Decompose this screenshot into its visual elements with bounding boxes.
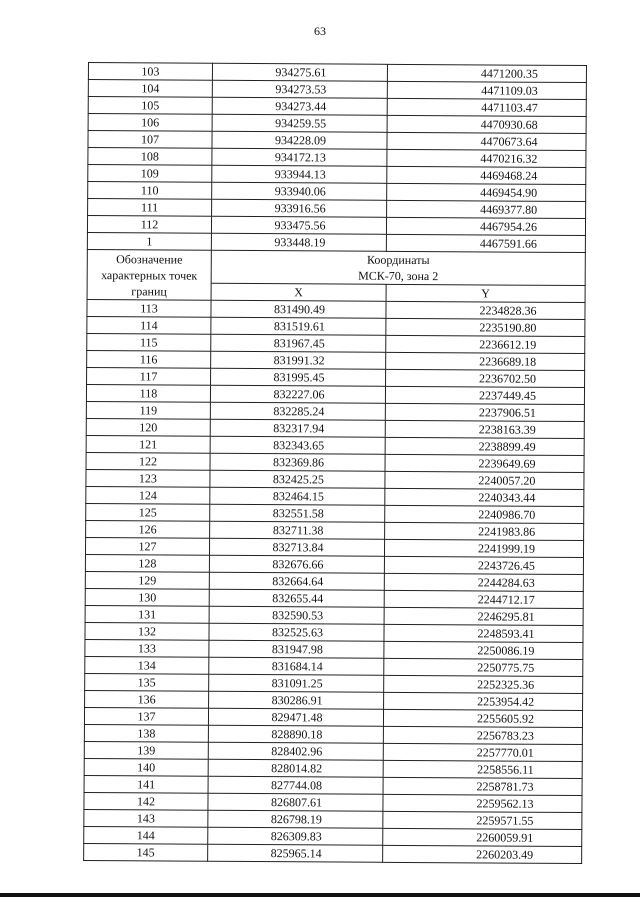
designation-line-1: Обозначение <box>116 251 183 267</box>
x-coordinate-cell: 934259.55 <box>212 114 387 132</box>
point-number-cell: 136 <box>85 690 209 708</box>
x-coordinate-cell: 827744.08 <box>208 776 383 794</box>
designation-header <box>87 249 211 300</box>
x-coordinate-cell: 933940.06 <box>212 182 387 200</box>
x-coordinate-cell: 832317.94 <box>210 419 385 437</box>
x-coordinate-cell: 934172.13 <box>212 148 387 166</box>
point-number-cell: 135 <box>85 673 209 691</box>
y-coordinate-cell: 2239649.69 <box>385 454 584 472</box>
point-number-cell: 132 <box>85 622 209 640</box>
table-row <box>84 843 582 863</box>
y-coordinate-cell: 2258781.73 <box>383 777 582 795</box>
x-coordinate-cell: 832343.65 <box>210 436 385 454</box>
coordinates-line-1: Координаты <box>366 252 430 268</box>
designation-line-2: характерных точек <box>101 267 198 283</box>
point-number-cell: 129 <box>85 571 209 589</box>
x-coordinate-cell: 832590.53 <box>209 606 384 624</box>
point-number-cell: 111 <box>88 199 212 217</box>
y-coordinate-cell: 2234828.36 <box>386 301 585 319</box>
table-header <box>87 249 585 302</box>
bottom-rows <box>84 299 585 863</box>
y-coordinate-cell: 2244284.63 <box>384 573 583 591</box>
x-coordinate-cell: 831947.98 <box>209 640 384 658</box>
x-coordinate-cell: 933448.19 <box>211 233 386 251</box>
y-coordinate-cell: 4470216.32 <box>387 149 586 167</box>
y-coordinate-cell: 2240986.70 <box>385 505 584 523</box>
y-coordinate-cell: 2240057.20 <box>385 471 584 489</box>
point-number-cell: 117 <box>87 367 211 385</box>
x-header: X <box>211 283 386 301</box>
y-coordinate-cell: 4467591.66 <box>386 234 585 252</box>
x-coordinate-cell: 826798.19 <box>208 810 383 828</box>
y-coordinate-cell: 2241999.19 <box>384 539 583 557</box>
point-number-cell: 112 <box>87 216 211 234</box>
header-row <box>87 249 585 285</box>
x-coordinate-cell: 831995.45 <box>211 368 386 386</box>
y-coordinate-cell: 2259562.13 <box>383 794 582 812</box>
y-coordinate-cell: 2250086.19 <box>384 641 583 659</box>
point-number-cell: 127 <box>85 537 209 555</box>
point-number-cell: 119 <box>86 401 210 419</box>
x-coordinate-cell: 832664.64 <box>209 572 384 590</box>
x-coordinate-cell: 832676.66 <box>209 555 384 573</box>
coordinates-table <box>83 62 587 864</box>
y-coordinate-cell: 2246295.81 <box>384 607 583 625</box>
x-coordinate-cell: 832551.58 <box>210 504 385 522</box>
point-number-cell: 141 <box>84 775 208 793</box>
y-coordinate-cell: 4469468.24 <box>387 166 586 184</box>
point-number-cell: 103 <box>88 63 212 81</box>
top-rows <box>87 63 586 253</box>
point-number-cell: 107 <box>88 131 212 149</box>
y-coordinate-cell: 2256783.23 <box>383 726 582 744</box>
x-coordinate-cell: 828402.96 <box>208 742 383 760</box>
point-number-cell: 115 <box>87 333 211 351</box>
x-coordinate-cell: 832713.84 <box>209 538 384 556</box>
x-coordinate-cell: 934275.61 <box>212 63 387 81</box>
y-coordinate-cell: 4471109.03 <box>387 81 586 99</box>
point-number-cell: 145 <box>84 843 208 861</box>
y-coordinate-cell: 2241983.86 <box>385 522 584 540</box>
y-coordinate-cell: 4470673.64 <box>387 132 586 150</box>
y-coordinate-cell: 2236689.18 <box>386 352 585 370</box>
x-coordinate-cell: 934273.53 <box>212 80 387 98</box>
y-coordinate-cell: 2236702.50 <box>386 369 585 387</box>
point-number-cell: 122 <box>86 452 210 470</box>
x-coordinate-cell: 832285.24 <box>210 402 385 420</box>
point-number-cell: 105 <box>88 97 212 115</box>
x-coordinate-cell: 831991.32 <box>211 351 386 369</box>
y-coordinate-cell: 4469377.80 <box>387 200 586 218</box>
scan-edge-bar <box>0 893 640 897</box>
y-coordinate-cell: 2236612.19 <box>386 335 585 353</box>
x-coordinate-cell: 831519.61 <box>211 317 386 335</box>
coordinates-header <box>211 250 585 285</box>
x-coordinate-cell: 933475.56 <box>211 216 386 234</box>
x-coordinate-cell: 933916.56 <box>212 199 387 217</box>
coordinates-line-2: МСК-70, зона 2 <box>358 268 439 284</box>
point-number-cell: 123 <box>86 469 210 487</box>
x-coordinate-cell: 832464.15 <box>210 487 385 505</box>
x-coordinate-cell: 829471.48 <box>208 708 383 726</box>
point-number-cell: 109 <box>88 165 212 183</box>
y-coordinate-cell: 4470930.68 <box>387 115 586 133</box>
y-coordinate-cell: 2259571.55 <box>383 811 582 829</box>
y-coordinate-cell: 2237906.51 <box>385 403 584 421</box>
point-number-cell: 106 <box>88 114 212 132</box>
x-coordinate-cell: 831967.45 <box>211 334 386 352</box>
x-coordinate-cell: 831091.25 <box>209 674 384 692</box>
y-coordinate-cell: 2255605.92 <box>383 709 582 727</box>
point-number-cell: 131 <box>85 605 209 623</box>
y-coordinate-cell: 2240343.44 <box>385 488 584 506</box>
x-coordinate-cell: 933944.13 <box>212 165 387 183</box>
point-number-cell: 138 <box>84 724 208 742</box>
page-number: 63 <box>314 24 326 38</box>
point-number-cell: 108 <box>88 148 212 166</box>
point-number-cell: 1 <box>87 232 211 250</box>
x-coordinate-cell: 934228.09 <box>212 131 387 149</box>
x-coordinate-cell: 825965.14 <box>208 844 383 862</box>
point-number-cell: 120 <box>86 418 210 436</box>
x-coordinate-cell: 832655.44 <box>209 589 384 607</box>
y-coordinate-cell: 4471103.47 <box>387 98 586 116</box>
x-coordinate-cell: 832525.63 <box>209 623 384 641</box>
x-coordinate-cell: 832369.86 <box>210 453 385 471</box>
x-coordinate-cell: 832425.25 <box>210 470 385 488</box>
point-number-cell: 114 <box>87 316 211 334</box>
point-number-cell: 130 <box>85 588 209 606</box>
x-coordinate-cell: 826807.61 <box>208 793 383 811</box>
x-coordinate-cell: 826309.83 <box>208 827 383 845</box>
point-number-cell: 118 <box>86 384 210 402</box>
x-coordinate-cell: 831684.14 <box>209 657 384 675</box>
y-coordinate-cell: 2252325.36 <box>384 675 583 693</box>
point-number-cell: 139 <box>84 741 208 759</box>
point-number-cell: 134 <box>85 656 209 674</box>
y-coordinate-cell: 2244712.17 <box>384 590 583 608</box>
x-coordinate-cell: 831490.49 <box>211 300 386 318</box>
y-coordinate-cell: 4471200.35 <box>387 64 586 82</box>
point-number-cell: 142 <box>84 792 208 810</box>
x-coordinate-cell: 832711.38 <box>210 521 385 539</box>
point-number-cell: 137 <box>84 707 208 725</box>
y-coordinate-cell: 2253954.42 <box>384 692 583 710</box>
y-coordinate-cell: 2257770.01 <box>383 743 582 761</box>
y-coordinate-cell: 2260203.49 <box>383 845 582 863</box>
y-coordinate-cell: 2235190.80 <box>386 318 585 336</box>
point-number-cell: 144 <box>84 826 208 844</box>
y-coordinate-cell: 2250775.75 <box>384 658 583 676</box>
x-coordinate-cell: 934273.44 <box>212 97 387 115</box>
y-coordinate-cell: 2243726.45 <box>384 556 583 574</box>
point-number-cell: 140 <box>84 758 208 776</box>
x-coordinate-cell: 830286.91 <box>209 691 384 709</box>
point-number-cell: 104 <box>88 80 212 98</box>
y-coordinate-cell: 4469454.90 <box>387 183 586 201</box>
point-number-cell: 121 <box>86 435 210 453</box>
point-number-cell: 110 <box>88 182 212 200</box>
point-number-cell: 125 <box>86 503 210 521</box>
point-number-cell: 133 <box>85 639 209 657</box>
y-coordinate-cell: 2238163.39 <box>385 420 584 438</box>
point-number-cell: 113 <box>87 299 211 317</box>
y-coordinate-cell: 2248593.41 <box>384 624 583 642</box>
x-coordinate-cell: 828014.82 <box>208 759 383 777</box>
point-number-cell: 143 <box>84 809 208 827</box>
x-coordinate-cell: 832227.06 <box>210 385 385 403</box>
y-header: Y <box>386 284 585 302</box>
point-number-cell: 128 <box>85 554 209 572</box>
point-number-cell: 124 <box>86 486 210 504</box>
y-coordinate-cell: 2260059.91 <box>383 828 582 846</box>
y-coordinate-cell: 2237449.45 <box>385 386 584 404</box>
point-number-cell: 116 <box>87 350 211 368</box>
point-number-cell: 126 <box>86 520 210 538</box>
y-coordinate-cell: 4467954.26 <box>386 217 585 235</box>
y-coordinate-cell: 2258556.11 <box>383 760 582 778</box>
y-coordinate-cell: 2238899.49 <box>385 437 584 455</box>
x-coordinate-cell: 828890.18 <box>208 725 383 743</box>
designation-line-3: границ <box>131 283 167 298</box>
